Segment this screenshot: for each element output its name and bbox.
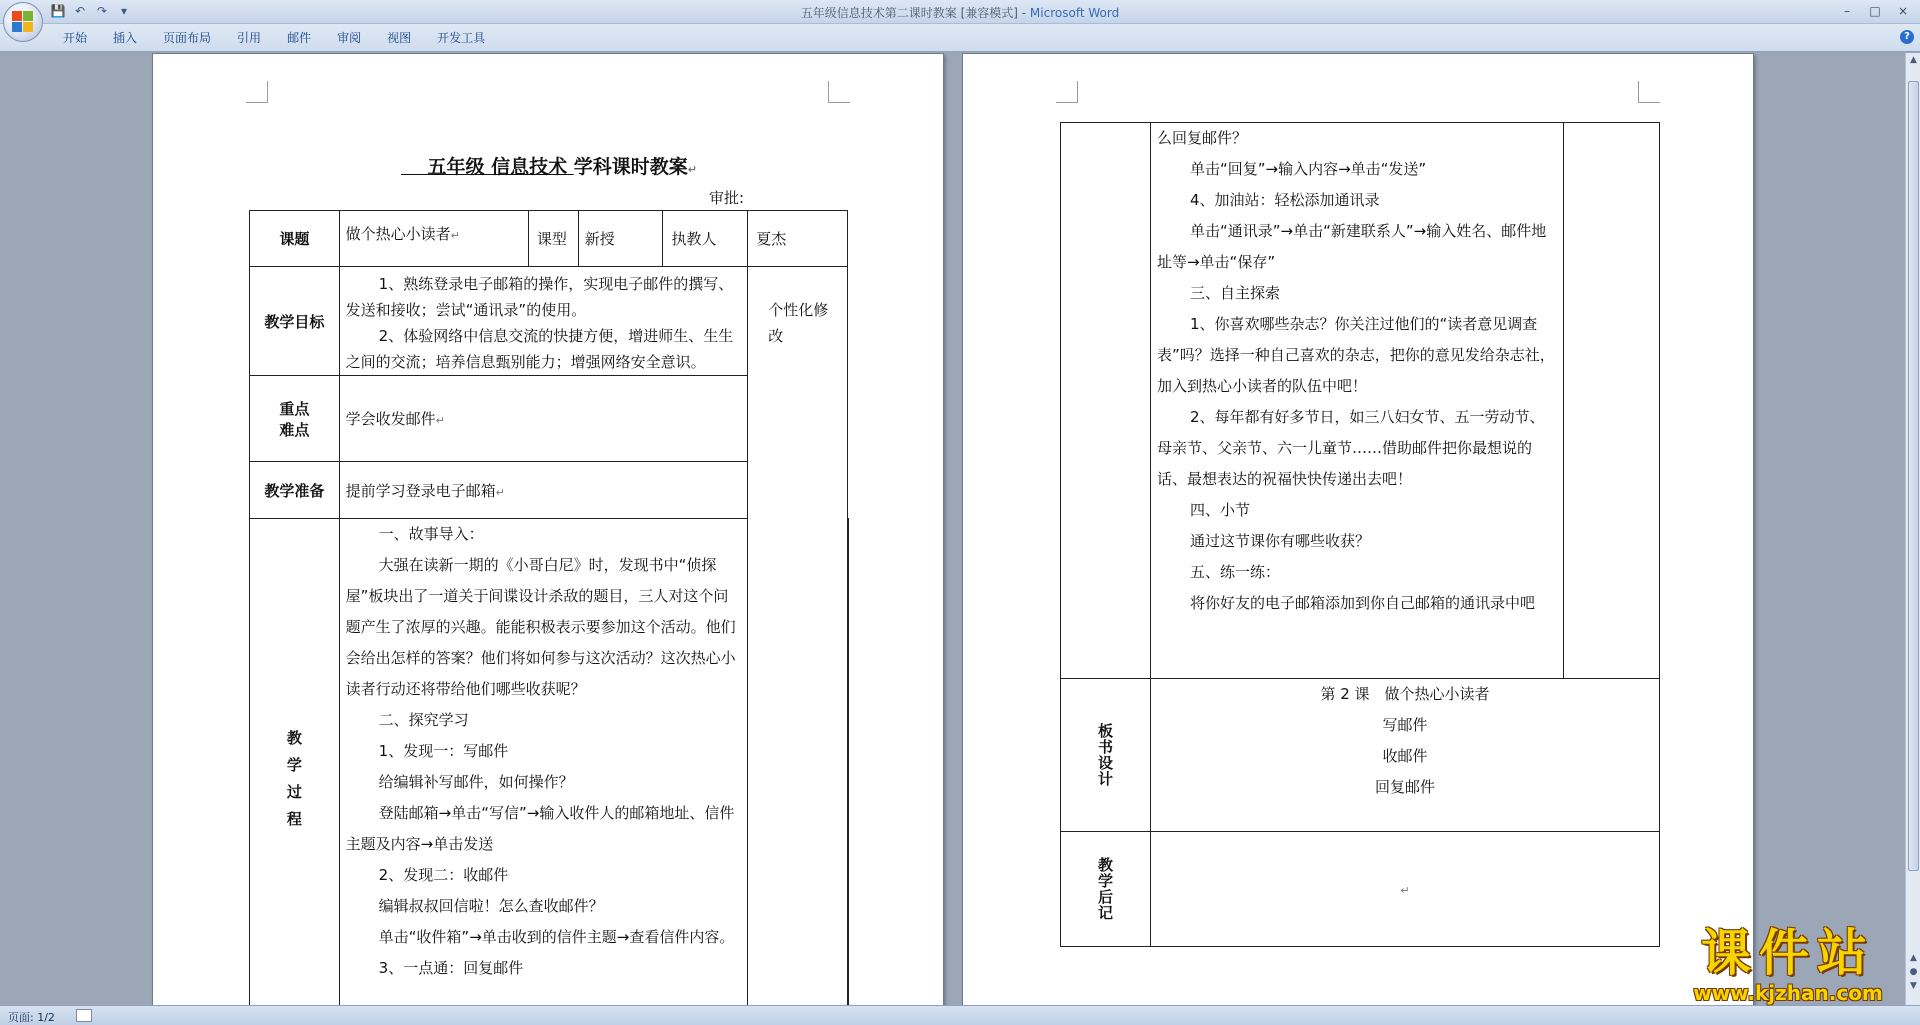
- personal-revision-cell[interactable]: [748, 267, 848, 1006]
- key-points-value: 学会收发邮件: [345, 410, 436, 428]
- reflection-label: 教学后记: [1095, 857, 1114, 921]
- lesson-plan-table: [249, 210, 849, 1005]
- process-label-cell-continued: [1061, 123, 1151, 679]
- tab-page-layout[interactable]: 页面布局: [163, 31, 212, 45]
- process-revision-cell[interactable]: [848, 519, 849, 1006]
- process-paragraph: 单击“回复”→输入内容→单击“发送”: [1189, 160, 1427, 178]
- approval-line: [709, 187, 744, 208]
- process-paragraph: 通过这节课你有哪些收获？: [1189, 532, 1370, 550]
- document-title: 五年级信息技术第二课时教案 [兼容模式] -: [800, 6, 1030, 20]
- process-paragraph: 2、每年都有好多节日，如三八妇女节、五一劳动节、母亲节、父亲节、六一儿童节……借助邮件把你最想说的话、最想表达的祝福快快传递出去吧！: [1156, 408, 1545, 488]
- process-label-char: 程: [286, 809, 302, 828]
- difficulty-label: 难点: [279, 420, 310, 439]
- prep-label-cell: [250, 462, 340, 519]
- approval-label: 审批:: [709, 189, 745, 207]
- page-heading: 五年级 信息技术 学科课时教案↵: [427, 156, 697, 178]
- maximize-button[interactable]: □: [1869, 4, 1881, 18]
- watermark-logo: [1668, 925, 1908, 1005]
- teacher-value: 夏杰: [756, 230, 787, 248]
- crop-mark: [246, 81, 268, 103]
- teacher-label-cell: [663, 211, 748, 267]
- title-bar: [0, 0, 1920, 24]
- board-design-cell[interactable]: [1150, 679, 1659, 832]
- process-paragraph: 3、一点通：回复邮件: [378, 959, 524, 977]
- goals-cell[interactable]: [339, 267, 748, 376]
- process-paragraph: 四、小节: [1189, 501, 1250, 519]
- process-paragraph: 1、发现一：写邮件: [378, 742, 509, 760]
- process-paragraph: 登陆邮箱→单击“写信”→输入收件人的邮箱地址、信件主题及内容→单击发送: [345, 804, 735, 853]
- language-icon[interactable]: [76, 1009, 92, 1022]
- document-workspace[interactable]: [0, 53, 1905, 1005]
- process-paragraph: 三、自主探索: [1189, 284, 1280, 302]
- page-1[interactable]: [152, 53, 944, 1005]
- key-points-label-cell: [250, 376, 340, 462]
- process-paragraph: 二、探究学习: [378, 711, 469, 729]
- customize-icon[interactable]: ▾: [120, 4, 128, 18]
- scroll-up-icon[interactable]: ▲: [1910, 55, 1917, 65]
- process-paragraph: 单击“收件箱”→单击收到的信件主题→查看信件内容。: [378, 928, 735, 946]
- close-button[interactable]: ×: [1897, 4, 1909, 18]
- process-paragraph: 1、你喜欢哪些杂志？你关注过他们的“读者意见调查表”吗？选择一种自己喜欢的杂志，把你的意见发给杂志社，加入到热心小读者的队伍中吧！: [1156, 315, 1555, 395]
- watermark-logo-text: 课件站: [1701, 923, 1875, 982]
- process-label-cell: [250, 519, 340, 1006]
- topic-value-cell[interactable]: 做个热心小读者↵: [339, 211, 528, 267]
- process-label-char: 教: [286, 728, 302, 747]
- board-line-title: 第 2 课 做个热心小读者: [1320, 685, 1490, 703]
- crop-mark: [1638, 81, 1660, 103]
- key-points-cell[interactable]: 学会收发邮件↵: [339, 376, 748, 462]
- teacher-label: 执教人: [671, 230, 717, 248]
- help-icon[interactable]: ?: [1900, 30, 1914, 44]
- process-paragraph: 单击“通讯录”→单击“新建联系人”→输入姓名、邮件地址等→单击“保存”: [1156, 222, 1547, 271]
- redo-icon[interactable]: ↷: [96, 4, 108, 18]
- minimize-button[interactable]: –: [1844, 4, 1850, 18]
- office-button[interactable]: [3, 2, 43, 42]
- goal-1: 1、熟练登录电子邮箱的操作，实现电子邮件的撰写、发送和接收；尝试“通讯录”的使用。: [345, 275, 734, 319]
- topic-value: 做个热心小读者: [345, 225, 451, 243]
- prep-label: 教学准备: [264, 481, 325, 500]
- process-revision-cell-continued[interactable]: [1564, 123, 1660, 679]
- lesson-plan-table-continued: [1060, 122, 1660, 947]
- page-indicator[interactable]: 页面: 1/2: [8, 1011, 55, 1024]
- heading-grade: 五年级: [427, 156, 485, 178]
- tab-home[interactable]: 开始: [63, 31, 88, 45]
- process-paragraph: 2、发现二：收邮件: [378, 866, 509, 884]
- select-browse-object-icon[interactable]: ●: [1909, 967, 1918, 977]
- vertical-scrollbar[interactable]: [1905, 53, 1920, 1005]
- scroll-thumb[interactable]: [1908, 81, 1919, 871]
- process-cell-continued[interactable]: [1150, 123, 1563, 679]
- type-value-cell[interactable]: [578, 211, 663, 267]
- goals-label: 教学目标: [264, 312, 325, 331]
- type-label-cell: [528, 211, 578, 267]
- process-paragraph: 将你好友的电子邮箱添加到你自己邮箱的通讯录中吧: [1189, 594, 1535, 612]
- board-line: 收邮件: [1382, 747, 1428, 765]
- process-paragraph: 编辑叔叔回信啦！怎么查收邮件？: [378, 897, 604, 915]
- watermark-url: www.kjzhan.com: [1693, 981, 1883, 1005]
- type-value: 新授: [584, 230, 615, 248]
- window-title: [0, 4, 1920, 21]
- app-name: Microsoft Word: [1029, 6, 1120, 20]
- process-paragraph: 给编辑补写邮件，如何操作？: [378, 773, 574, 791]
- process-label-char: 学: [286, 755, 302, 774]
- process-paragraph: 大强在读新一期的《小哥白尼》时，发现书中“侦探屋”板块出了一道关于间谍设计杀敌的题目，三人对这个问题产生了浓厚的兴趣。能能积极表示要参加这个活动。他们会给出怎样的答案？他们将如何参与这次活动？这次热心小读者行动还将带给他们哪些收获呢？: [345, 556, 736, 698]
- key-label: 重点: [279, 399, 310, 418]
- next-page-icon[interactable]: ▼: [1910, 981, 1917, 991]
- topic-label: 课题: [279, 230, 310, 248]
- previous-page-icon[interactable]: ▲: [1910, 953, 1917, 963]
- board-line: 回复邮件: [1374, 778, 1435, 796]
- process-paragraph: 4、加油站：轻松添加通讯录: [1189, 191, 1380, 209]
- board-line: 写邮件: [1382, 716, 1428, 734]
- process-cell[interactable]: [339, 519, 748, 1006]
- ribbon: [0, 24, 1920, 52]
- prep-cell[interactable]: 提前学习登录电子邮箱↵: [339, 462, 748, 519]
- topic-label-cell: [250, 211, 340, 267]
- goals-label-cell: [250, 267, 340, 376]
- teacher-value-cell[interactable]: [748, 211, 848, 267]
- crop-mark: [828, 81, 850, 103]
- board-design-label-cell: [1061, 679, 1151, 832]
- tab-view[interactable]: 视图: [387, 31, 412, 45]
- prep-value: 提前学习登录电子邮箱: [345, 481, 496, 500]
- office-logo-icon: [12, 11, 34, 33]
- undo-icon[interactable]: ↶: [74, 4, 86, 18]
- tab-developer[interactable]: 开发工具: [437, 31, 486, 45]
- personal-revision-label: 个性化修改: [768, 301, 829, 345]
- ribbon-tabs: [50, 30, 498, 46]
- process-paragraph: 一、故事导入：: [378, 525, 484, 543]
- crop-mark: [1056, 81, 1078, 103]
- process-paragraph: 五、练一练：: [1189, 563, 1280, 581]
- page-2[interactable]: [962, 53, 1754, 1005]
- tab-insert[interactable]: 插入: [113, 31, 138, 45]
- tab-review[interactable]: 审阅: [337, 31, 362, 45]
- tab-mailings[interactable]: 邮件: [287, 31, 312, 45]
- reflection-label-cell: [1061, 832, 1151, 947]
- type-label: 课型: [536, 230, 567, 248]
- board-design-label: 板书设计: [1095, 723, 1114, 787]
- tab-references[interactable]: 引用: [237, 31, 262, 45]
- process-paragraph: 么回复邮件？: [1156, 129, 1247, 147]
- heading-suffix: 学科课时教案: [573, 156, 688, 178]
- window-controls: [1834, 2, 1916, 20]
- heading-subject: 信息技术: [491, 156, 568, 178]
- status-bar: [0, 1005, 1920, 1025]
- goal-2: 2、体验网络中信息交流的快捷方便，增进师生、生生之间的交流；培养信息甄别能力；增强网络安全意识。: [345, 327, 734, 371]
- process-label-char: 过: [286, 782, 302, 801]
- save-icon[interactable]: 💾: [50, 4, 66, 18]
- reflection-cell[interactable]: ↵: [1150, 832, 1659, 947]
